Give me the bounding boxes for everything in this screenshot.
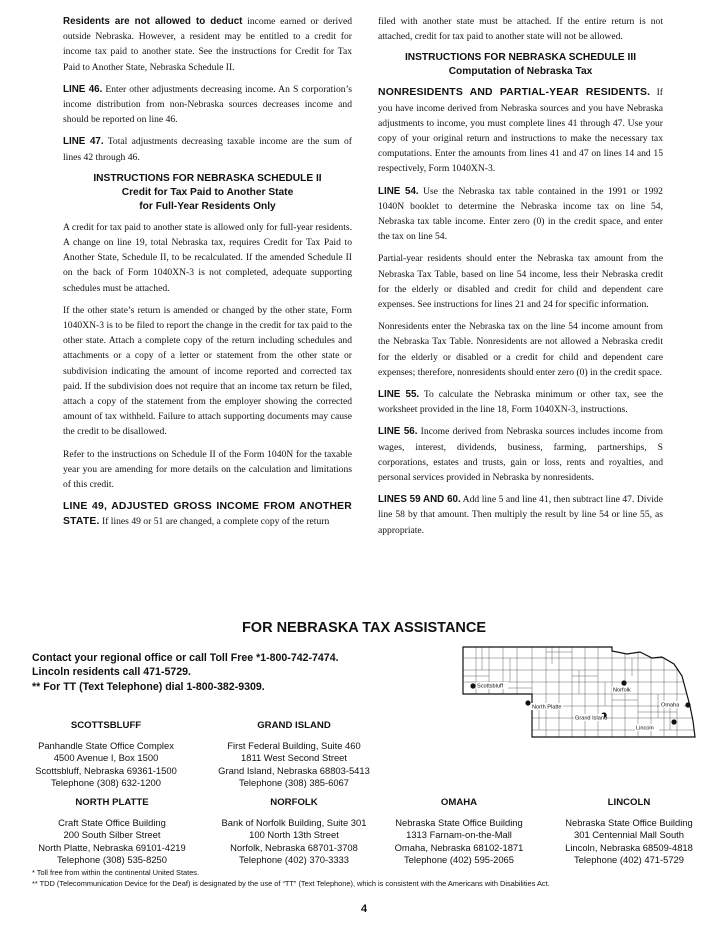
office-line: Telephone (402) 370-3333 <box>239 854 349 866</box>
office-line: Norfolk, Nebraska 68701-3708 <box>230 841 358 853</box>
lines59-60-paragraph <box>378 492 663 538</box>
partial-year-paragraph: Partial-year residents should enter the Nebraska tax amount from the Nebraska Tax Table, based on line 54 income, less their Nebraska credit for the elderly or disabled and credit for child and dependent care expenses. See instructions for lines 21 and 24 for specific information. <box>378 253 663 311</box>
line47-label: LINE 47. <box>63 136 104 148</box>
resident-deduct-body: income earned or derived outside Nebraska. However, a resident may be entitled to a credit for income tax paid to another state. See the instructions for Credit for Tax Paid to Another State, Nebraska Schedule II. <box>63 16 353 73</box>
scottsbluff-marker <box>470 683 475 688</box>
office-scottsbluff <box>24 720 188 790</box>
nebraska-map <box>462 646 696 738</box>
line47-body: Total adjustments decreasing taxable income are the sum of lines 42 through 46. <box>63 136 352 163</box>
resident-deduct-paragraph <box>63 14 352 75</box>
map-label-grand-island: Grand Island <box>575 715 608 722</box>
omaha-marker <box>685 702 690 707</box>
norfolk-marker <box>621 680 626 685</box>
schedule3-heading-subtitle: Computation of Nebraska Tax <box>448 66 593 78</box>
resident-deduct-lead: Residents are not allowed to deduct <box>63 16 243 27</box>
schedule2-heading-subtitle-2: for Full-Year Residents Only <box>139 200 276 212</box>
office-line: 1313 Farnam-on-the-Mall <box>406 829 512 841</box>
line56-paragraph <box>378 424 663 485</box>
office-line: Telephone (402) 595-2065 <box>404 854 514 866</box>
nonresident-tax-paragraph: Nonresidents enter the Nebraska tax on the line 54 income amount from the Nebraska Tax Table. Nonresidents are not allowed a Nebraska credit for the elderly or disabled or a credit for child and dependent care expenses; therefore, nonresidents should enter zero (0) in the credit space. <box>378 321 663 378</box>
office-lincoln <box>550 797 708 867</box>
tax-assistance-title: FOR NEBRASKA TAX ASSISTANCE <box>241 620 487 636</box>
line55-label: LINE 55. <box>378 389 420 401</box>
continued-paragraph: filed with another state must be attached. If the entire return is not attached, credit for tax paid to another state will not be allowed. <box>378 16 663 43</box>
office-line: Telephone (402) 471-5729 <box>574 854 684 866</box>
schedule2-heading <box>63 172 352 214</box>
footnotes <box>32 867 712 889</box>
office-name: GRAND ISLAND <box>257 720 331 731</box>
office-name: OMAHA <box>440 797 478 808</box>
office-norfolk <box>208 797 380 867</box>
line54-label: LINE 54. <box>378 185 419 197</box>
map-label-lincoln: Lincoln <box>636 725 654 732</box>
office-line: Bank of Norfolk Building, Suite 301 <box>221 816 367 828</box>
office-line: Nebraska State Office Building <box>565 816 693 828</box>
schedule3-heading-title: INSTRUCTIONS FOR NEBRASKA SCHEDULE III <box>404 52 637 64</box>
office-line: Omaha, Nebraska 68102-1871 <box>394 841 524 853</box>
office-line: North Platte, Nebraska 69101-4219 <box>38 841 186 853</box>
office-omaha <box>380 797 538 867</box>
contact-line-lincoln: Lincoln residents call 471-5729. <box>32 666 191 679</box>
nonresidents-body: If you have income derived from Nebraska sources and you have Nebraska adjustments to income, you must complete lines 41 through 47. Use your copy of your original return and instructions to make the necessary tax computations. Enter the amounts from lines 41 and 47 on lines 14 and 15 respectively, Form 1040XN-3. <box>378 87 663 175</box>
line47-paragraph <box>63 134 352 164</box>
office-name: NORFOLK <box>270 797 318 808</box>
office-line: Telephone (308) 385-6067 <box>239 777 349 789</box>
line46-paragraph <box>63 82 352 128</box>
office-line: Telephone (308) 632-1200 <box>51 777 161 789</box>
nonresidents-paragraph <box>378 85 663 176</box>
line54-paragraph <box>378 184 663 245</box>
office-line: Nebraska State Office Building <box>395 816 523 828</box>
office-line: 4500 Avenue I, Box 1500 <box>53 752 159 764</box>
office-line: Panhandle State Office Complex <box>38 739 174 751</box>
line49-body: If lines 49 or 51 are changed, a complete copy of the return <box>99 516 330 528</box>
left-column <box>63 14 352 537</box>
line46-body: Enter other adjustments decreasing income. An S corporation’s income distribution from non-Nebraska sources decreases income and should be reported on line 46. <box>63 83 352 126</box>
office-line: 1811 West Second Street <box>241 752 347 764</box>
nonresidents-label: NONRESIDENTS AND PARTIAL-YEAR RESIDENTS. <box>378 87 651 99</box>
office-name: LINCOLN <box>607 797 651 808</box>
schedule2-paragraph-1: A credit for tax paid to another state is allowed only for full-year residents. A change on line 19, total Nebraska tax, requires Credit for Tax Paid to Another State, Schedule II, to be recalculated. If the amended Schedule II on the back of Form 1040XN-3 is not completed, adequate supporting schedules must be attached. <box>63 221 352 294</box>
map-label-omaha: Omaha <box>661 702 680 709</box>
north-platte-marker <box>525 700 530 705</box>
lines59-60-body: Add line 5 and line 41, then subtract line 47. Divide line 58 by that amount. Then multiply the result by line 54 or line 55, as appropriate. <box>378 494 663 536</box>
map-label-north-platte: North Platte <box>532 704 562 711</box>
line46-label: LINE 46. <box>63 83 103 95</box>
contact-line-toll-free: Contact your regional office or call Toll Free *1-800-742-7474. <box>32 652 339 664</box>
line56-body: Income derived from Nebraska sources includes income from wages, interest, dividends, business, farming, partnerships, S corporations, estates and trusts, gain or loss, rents and royalties, and personal services provided in Nebraska by nonresidents. <box>378 426 663 484</box>
schedule2-heading-title: INSTRUCTIONS FOR NEBRASKA SCHEDULE II <box>93 172 322 184</box>
line49-label: LINE 49, ADJUSTED GROSS INCOME FROM ANOTHER STATE. <box>63 501 352 528</box>
line54-body: Use the Nebraska tax table contained in the 1991 or 1992 1040N booklet to determine the Nebraska income tax on line 54, Nebraska tax table income. Enter zero (0) in the credit space, and enter the tax on line 54. <box>378 185 663 243</box>
footnote-tdd: ** TDD (Telecommunication Device for the Deaf) is designated by the use of “TT” (Text Telephone), which is consistent with the Americans with Disabilities Act. <box>32 879 550 888</box>
office-line: 301 Centennial Mall South <box>574 829 684 841</box>
office-line: 100 North 13th Street <box>249 829 339 841</box>
office-line: Grand Island, Nebraska 68803-5413 <box>218 764 370 776</box>
office-line: 200 South Silber Street <box>63 829 161 841</box>
office-line: Scottsbluff, Nebraska 69361-1500 <box>35 764 177 776</box>
office-name: NORTH PLATTE <box>75 797 149 808</box>
lincoln-marker <box>671 719 676 724</box>
line55-paragraph <box>378 387 663 417</box>
line56-label: LINE 56. <box>378 426 418 438</box>
office-name: SCOTTSBLUFF <box>70 720 142 731</box>
map-label-scottsbluff: Scottsbluff <box>477 683 504 690</box>
line55-body: To calculate the Nebraska minimum or other tax, see the worksheet provided in the line 18, Form 1040XN-3, instructions. <box>378 389 663 416</box>
schedule2-paragraph-3: Refer to the instructions on Schedule II of the Form 1040N for the taxable year you are amending for more details on the calculation and limitations of this credit. <box>63 448 352 491</box>
office-line: Craft State Office Building <box>58 816 166 828</box>
office-grand-island <box>208 720 380 790</box>
map-label-norfolk: Norfolk <box>613 687 631 694</box>
office-line: Lincoln, Nebraska 68509-4818 <box>565 841 693 853</box>
lines59-60-label: LINES 59 AND 60. <box>378 494 461 506</box>
county-grid <box>462 646 696 738</box>
contact-block <box>32 651 452 694</box>
right-column <box>378 14 663 545</box>
office-line: Telephone (308) 535-8250 <box>57 854 167 866</box>
schedule2-heading-subtitle: Credit for Tax Paid to Another State <box>121 186 294 198</box>
contact-line-tt: ** For TT (Text Telephone) dial 1-800-382-9309. <box>32 680 265 693</box>
schedule2-paragraph-2: If the other state’s return is amended or changed by the other state, Form 1040XN-3 is to be filed to report the change in the credit for tax paid to the other state. Attach a complete copy of the return including schedules and attachments or a copy of a letter or statement from the other state or subdivision indicating the amount of income reported and corrected tax paid. If the subdivision does not require that an income tax return be filed, attach a copy of the statement from the employer showing the corrected amount of tax withheld. Failure to attach supporting documents may cause the credit to be disallowed. <box>63 304 352 438</box>
page-number: 4 <box>360 903 368 915</box>
line49-paragraph <box>63 499 352 529</box>
schedule3-heading <box>378 51 663 79</box>
office-north-platte <box>30 797 194 867</box>
office-line: First Federal Building, Suite 460 <box>227 739 361 751</box>
footnote-toll-free: * Toll free from within the continental United States. <box>32 868 200 877</box>
